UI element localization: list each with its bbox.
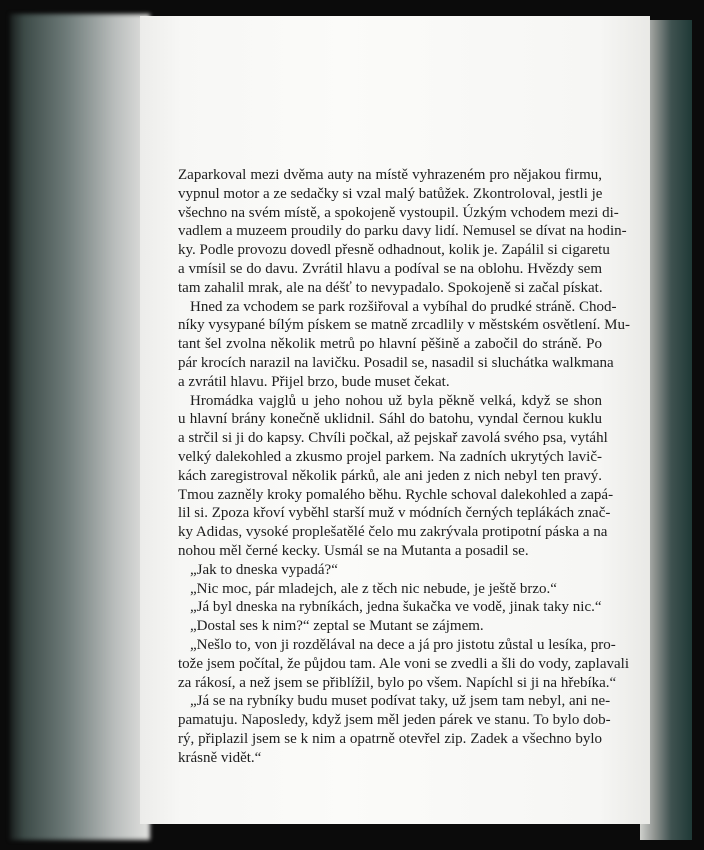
text-line: Tmou zazněly kroky pomalého běhu. Rychle schoval dalekohled a zapá- <box>178 486 614 503</box>
text-line: krásně vidět.“ <box>178 749 262 766</box>
text-line: „Jak to dneska vypadá?“ <box>190 561 338 578</box>
text-line: a zvrátil hlavu. Přijel brzo, bude muset čekat. <box>178 373 450 390</box>
text-line: „Dostal ses k nim?“ zeptal se Mutant se zájmem. <box>190 618 484 635</box>
text-line: ky. Podle provozu dovedl přesně odhadnout, kolik je. Zapálil si cigaretu <box>178 242 610 259</box>
text-line: „Já se na rybníky budu muset podívat taky, už jsem tam nebyl, ani ne- <box>190 693 611 710</box>
text-line: pamatuju. Naposledy, když jsem měl jeden párek ve stanu. To bylo dob- <box>178 712 611 729</box>
text-line: Zaparkoval mezi dvěma auty na místě vyhrazeném pro nějakou firmu, <box>178 167 602 183</box>
text-line: tant šel zvolna několik metrů po hlavní pěšině a zabočil do stráně. Po <box>178 336 602 353</box>
text-line: vadlem a muzeem proudily do parku davy lidí. Nemusel se dívat na hodin- <box>178 223 627 240</box>
text-line: všechno na svém místě, a spokojeně vystoupil. Úzkým vchodem mezi di- <box>178 204 619 221</box>
text-line: nohou měl černé kecky. Usmál se na Mutanta a posadil se. <box>178 542 529 559</box>
text-line: rý, připlazil jsem se k nim a opatrně otevřel zip. Zadek a všechno bylo <box>178 730 602 747</box>
text-line: tam zahalil mrak, ale na déšť to nevypadalo. Spokojeně si začal pískat. <box>178 279 603 296</box>
text-line: „Já byl dneska na rybníkách, jedna šukačka ve vodě, jinak taky nic.“ <box>190 599 602 616</box>
text-line: „Nešlo to, von ji rozdělával na dece a já pro jistotu zůstal u lesíka, pro- <box>190 636 616 653</box>
text-line: „Nic moc, pár mladejch, ale z těch nic nebude, je ještě brzo.“ <box>190 580 557 597</box>
book-spine-edge <box>10 14 150 840</box>
text-line: kách zaregistroval několik párků, ale ani jeden z nich nebyl ten pravý. <box>178 467 602 484</box>
text-line: tože jsem počítal, že půjdou tam. Ale voni se zvedli a šli do vody, zaplavali <box>178 655 629 672</box>
text-line: níky vysypané bílým pískem se matně zrcadlily v městském osvětlení. Mu- <box>178 317 630 334</box>
text-line: za rákosí, a než jsem se přiblížil, bylo po všem. Napíchl si ji na hřebíka.“ <box>178 674 617 691</box>
page-body-text <box>178 166 630 768</box>
text-line: vypnul motor a ze sedačky si vzal malý batůžek. Zkontroloval, jestli je <box>178 185 603 202</box>
text-line: Hromádka vajglů u jeho nohou už byla pěkně velká, když se shon <box>190 392 602 409</box>
text-line: a strčil si ji do kapsy. Chvíli počkal, až pejskař zavolá svého psa, vytáhl <box>178 430 608 447</box>
text-line: ky Adidas, vysoké proplešatělé čelo mu zakrývala protipotní páska a na <box>178 524 608 541</box>
text-line: velký dalekohled a zkusmo projel parkem. Na zadních ukrytých lavič- <box>178 448 602 465</box>
text-line: pár krocích narazil na lavičku. Posadil se, nasadil si sluchátka walkmana <box>178 354 614 371</box>
text-line: lil si. Zpoza křoví vyběhl starší muž v módních černých teplákách znač- <box>178 505 611 522</box>
text-line: Hned za vchodem se park rozšiřoval a vybíhal do prudké stráně. Chod- <box>190 298 617 315</box>
text-line: u hlavní brány konečně uklidnil. Sáhl do batohu, vyndal černou kuklu <box>178 411 602 428</box>
text-line: a vmísil se do davu. Zvrátil hlavu a podíval se na oblohu. Hvězdy sem <box>178 260 602 277</box>
